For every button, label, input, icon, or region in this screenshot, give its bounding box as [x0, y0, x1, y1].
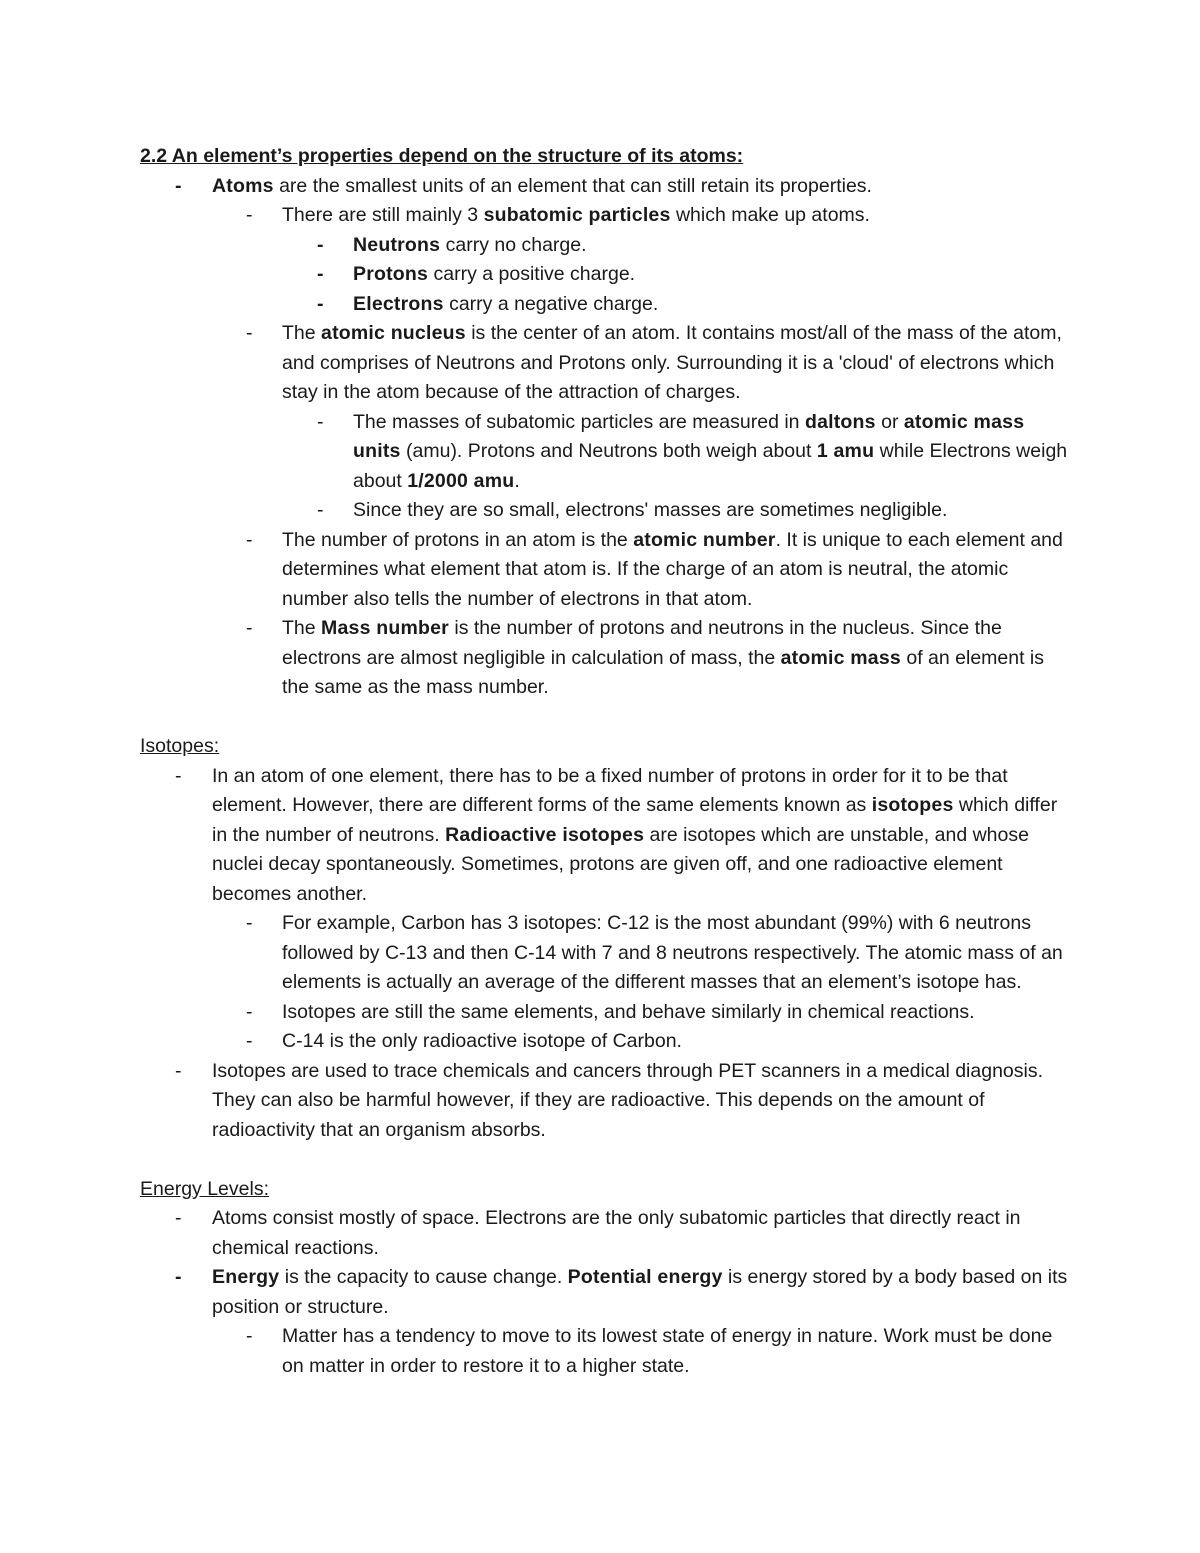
bullet-dash: - — [246, 1000, 253, 1023]
list-item-carbon-example: - For example, Carbon has 3 isotopes: C-12 is the most abundant (99%) with 6 neutrons followed by C-13 and then C-14 with 7 and 8 neutrons respectively. The atomic mass of an elements is actually an average of the different masses that an element’s isotope has. — [140, 909, 1070, 998]
bullet-dash: - — [246, 1030, 253, 1052]
spacer — [140, 703, 1070, 733]
bullet-dash: - — [246, 528, 253, 551]
list-item-same-elements: - Isotopes are still the same elements, and behave similarly in chemical reactions. — [140, 998, 1070, 1028]
bullet-dash: - — [317, 499, 324, 521]
list-item-mass-number: - The Mass number is the number of protons and neutrons in the nucleus. Since the electrons are almost negligible in calculation of mass, the atomic mass of an element is the same as the mass number. — [140, 614, 1070, 703]
bullet-dash: - — [175, 1207, 182, 1229]
bullet-dash: - — [175, 1266, 182, 1288]
bullet-dash: - — [175, 1059, 182, 1082]
bullet-dash: - — [246, 1325, 253, 1347]
list-item-atomic-number: - The number of protons in an atom is the atomic number. It is unique to each element and determines what element that atom is. If the charge of an atom is neutral, the atomic number also tells the number of electrons in that atom. — [140, 526, 1070, 615]
list-item-pet: - Isotopes are used to trace chemicals and cancers through PET scanners in a medical diagnosis. They can also be harmful however, if they are radioactive. This depends on the amount of radioactivity that an organism absorbs. — [140, 1057, 1070, 1146]
list-item-c14: - C-14 is the only radioactive isotope of Carbon. — [140, 1027, 1070, 1057]
bullet-dash: - — [246, 204, 253, 226]
section-title: 2.2 An element’s properties depend on the structure of its atoms: — [140, 145, 744, 167]
isotopes-heading: Isotopes: — [140, 735, 220, 757]
bullet-dash: - — [246, 617, 253, 639]
list-item-negligible: - Since they are so small, electrons' masses are sometimes negligible. — [140, 496, 1070, 526]
list-item-nucleus: - The atomic nucleus is the center of an atom. It contains most/all of the mass of the atom, and comprises of Neutrons and Protons only. Surrounding it is a 'cloud' of electrons which stay in the atom because of the attraction of charges. — [140, 319, 1070, 408]
list-item-masses: - The masses of subatomic particles are measured in daltons or atomic mass units (amu). Protons and Neutrons both weigh about 1 amu while Electrons weigh about 1/2000 amu. — [140, 408, 1070, 497]
list-item-energy: - Energy is the capacity to cause change. Potential energy is energy stored by a body based on its position or structure. — [140, 1263, 1070, 1322]
energy-levels-heading: Energy Levels: — [140, 1177, 269, 1200]
list-item-subatomic: - There are still mainly 3 subatomic particles which make up atoms. — [140, 201, 1070, 231]
list-item-space: - Atoms consist mostly of space. Electrons are the only subatomic particles that directly react in chemical reactions. — [140, 1204, 1070, 1263]
list-item-matter: - Matter has a tendency to move to its lowest state of energy in nature. Work must be done on matter in order to restore it to a higher state. — [140, 1322, 1070, 1381]
spacer — [140, 1145, 1070, 1175]
list-item-neutrons: - Neutrons carry no charge. — [140, 231, 1070, 261]
bullet-dash: - — [317, 410, 324, 433]
bullet-dash: - — [175, 764, 182, 787]
list-item-electrons: - Electrons carry a negative charge. — [140, 290, 1070, 320]
bullet-dash: - — [317, 233, 324, 256]
bullet-dash: - — [175, 174, 182, 197]
bullet-dash: - — [317, 292, 324, 315]
list-item-atoms: - Atoms are the smallest units of an element that can still retain its properties. — [140, 172, 1070, 202]
bullet-dash: - — [317, 263, 324, 285]
list-item-isotopes-intro: - In an atom of one element, there has to be a fixed number of protons in order for it to be that element. However, there are different forms of the same elements known as isotopes which differ in the number of neutrons. Radioactive isotopes are isotopes which are unstable, and whose nuclei decay spontaneously. Sometimes, protons are given off, and one radioactive element becomes another. — [140, 762, 1070, 910]
bullet-dash: - — [246, 912, 253, 934]
bullet-dash: - — [246, 322, 253, 344]
list-item-protons: - Protons carry a positive charge. — [140, 260, 1070, 290]
notes-content — [140, 142, 1070, 1381]
